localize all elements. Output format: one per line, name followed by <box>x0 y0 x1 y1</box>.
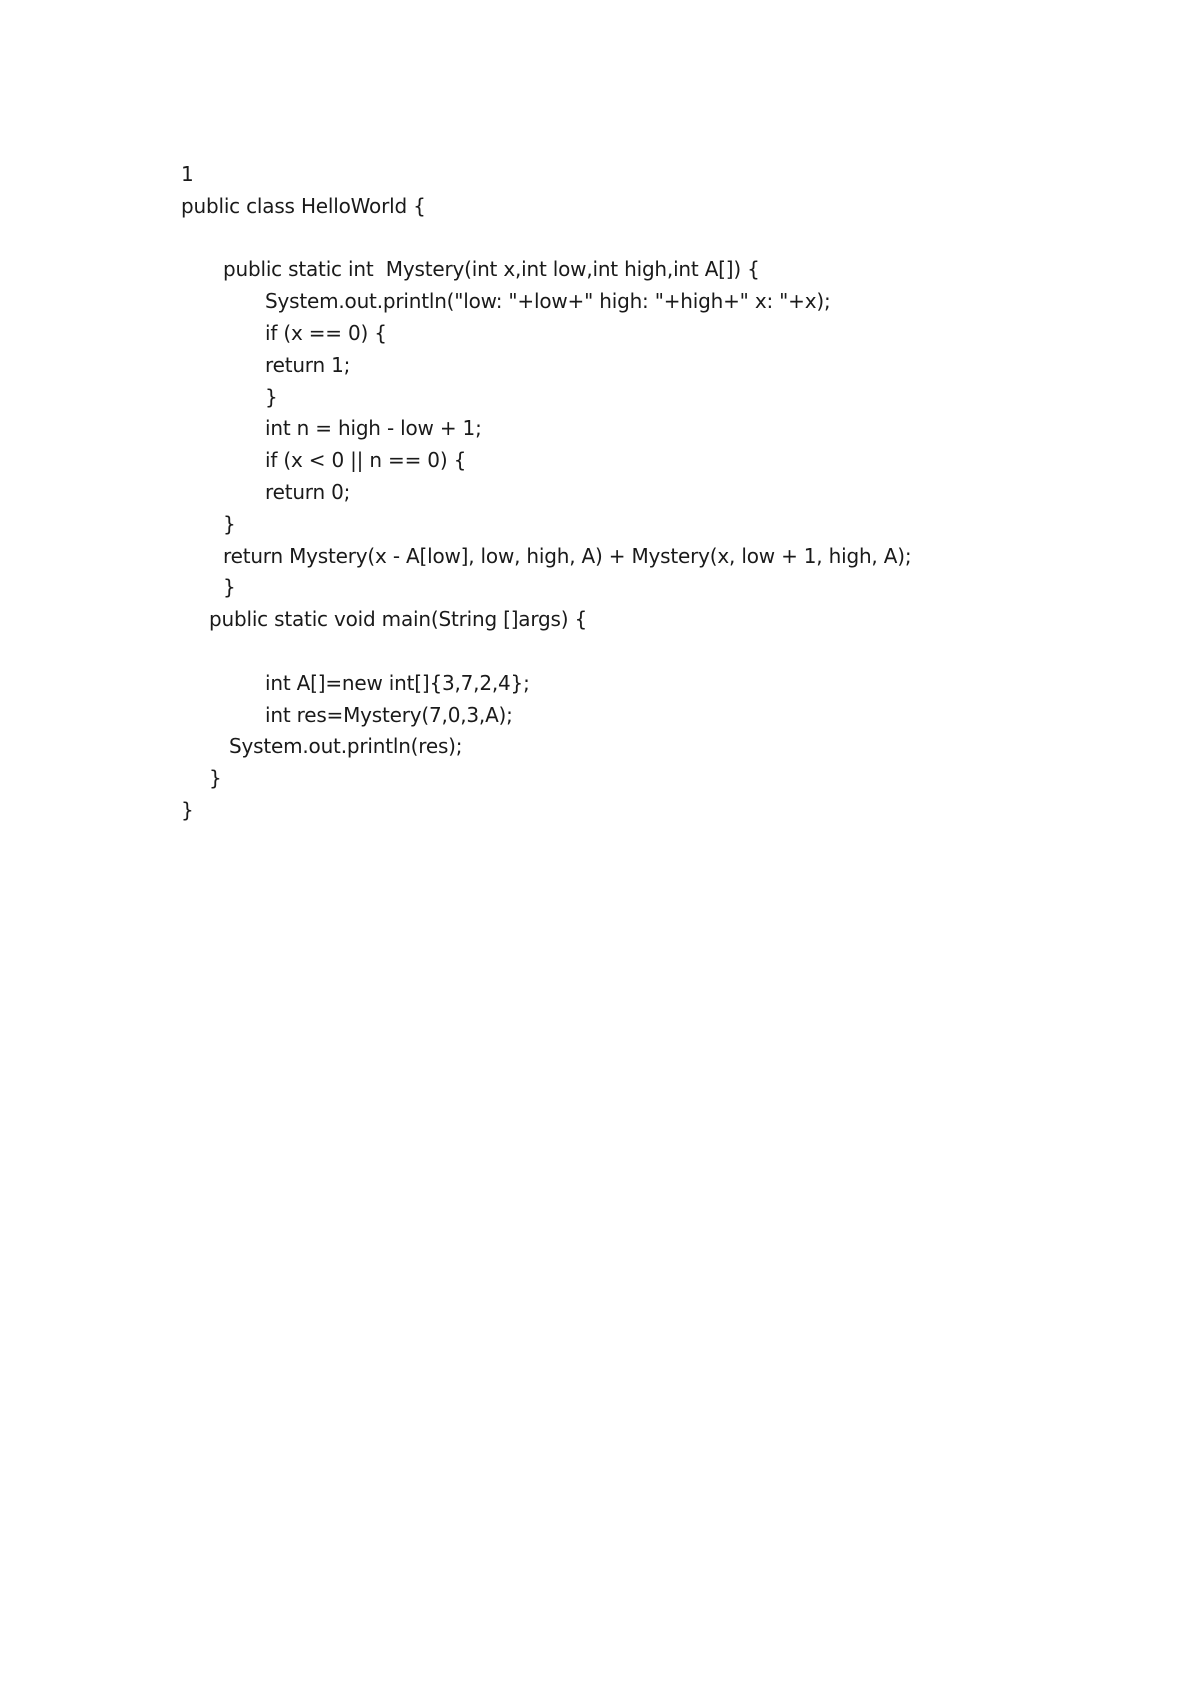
code-lines <box>181 191 1081 827</box>
code-line: } <box>209 766 222 791</box>
code-line: } <box>223 575 236 600</box>
code-line: public class HelloWorld { <box>181 193 426 218</box>
code-line: } <box>223 511 236 536</box>
code-line: if (x < 0 || n == 0) { <box>265 448 467 473</box>
code-block <box>181 159 1081 827</box>
page-number: 1 <box>181 162 194 186</box>
code-line: System.out.println(res); <box>229 734 463 759</box>
code-line: } <box>265 384 278 409</box>
code-line: System.out.println("low: "+low+" high: "+high+" x: "+x); <box>265 289 831 314</box>
code-line <box>181 636 1081 668</box>
code-line: public static void main(String []args) { <box>209 607 588 632</box>
code-line: int n = high - low + 1; <box>265 416 482 441</box>
code-line: if (x == 0) { <box>265 320 387 345</box>
code-line <box>181 223 1081 255</box>
code-line: return Mystery(x - A[low], low, high, A) + Mystery(x, low + 1, high, A); <box>223 543 912 568</box>
code-line: int res=Mystery(7,0,3,A); <box>265 702 513 727</box>
code-line: } <box>181 797 194 822</box>
code-line: int A[]=new int[]{3,7,2,4}; <box>265 670 530 695</box>
code-line: return 0; <box>265 479 351 504</box>
code-line: return 1; <box>265 352 351 377</box>
code-line: public static int Mystery(int x,int low,int high,int A[]) { <box>223 257 760 282</box>
